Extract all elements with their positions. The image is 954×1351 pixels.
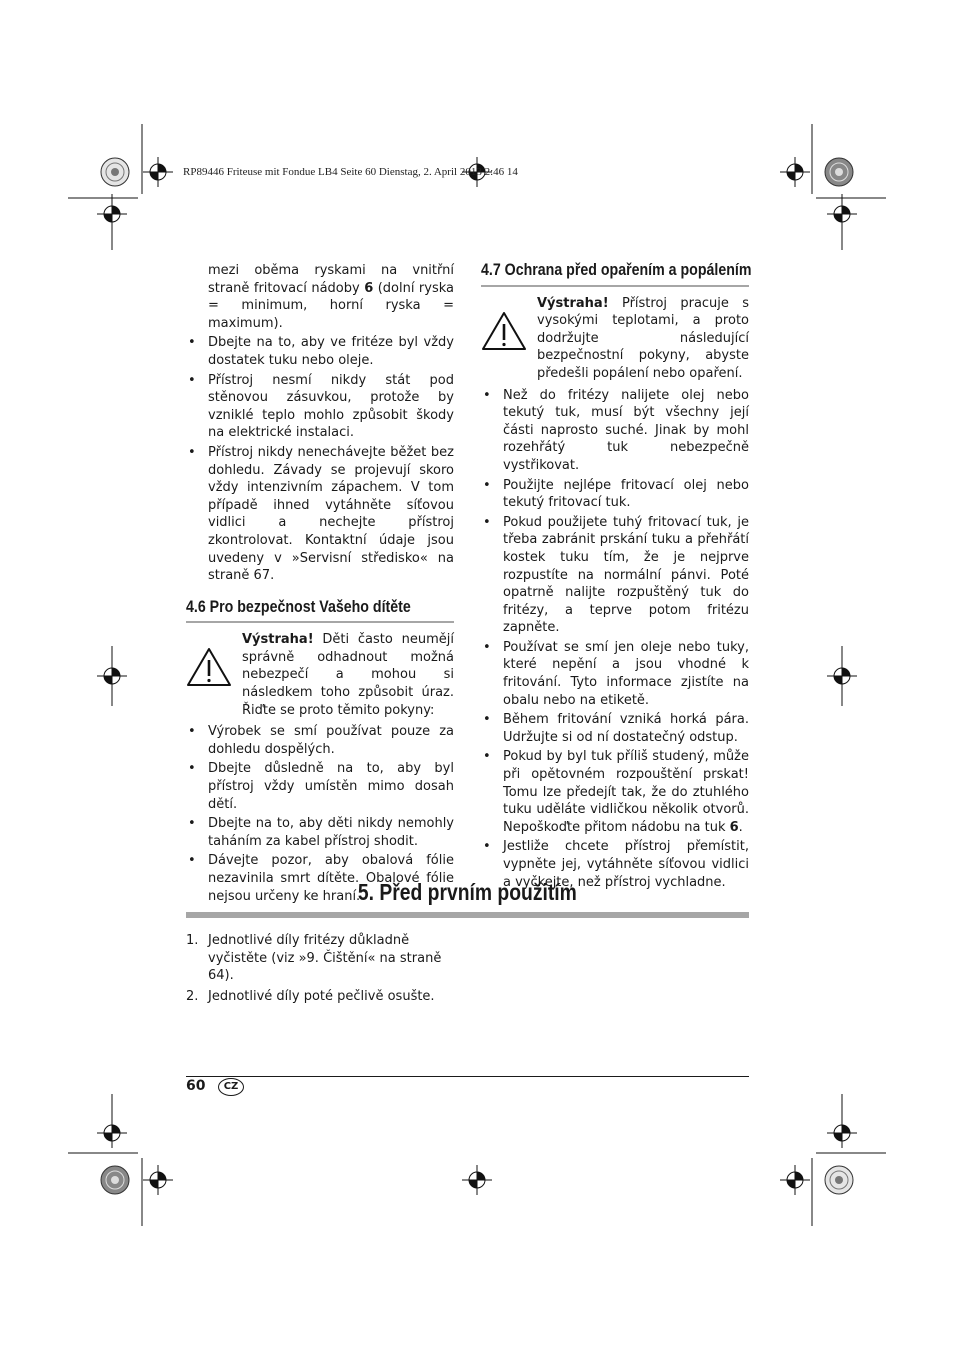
section-heading-4-7: 4.7 Ochrana před opařením a popálením (481, 261, 752, 279)
warning-triangle-icon (481, 295, 537, 383)
list-item: • Než do fritézy nalijete olej nebo tekutý tuk, musí být všechny její části naprosto suché. Jinak by mohl rozehřátý tuk nebezpečně vystřikovat. (481, 387, 749, 475)
list-item: • Dbejte důsledně na to, aby byl přístroj vždy umístěn mimo dosah dětí. (186, 760, 454, 813)
list-item: • Použijte nejlépe fritovací olej nebo tekutý fritovací tuk. (481, 477, 749, 512)
bullet-list-top (186, 334, 454, 584)
bullet-list-child-safety (186, 723, 454, 905)
step-number: 2. (186, 988, 199, 1004)
bullet-text-end: . (738, 819, 743, 835)
print-header: RP89446 Friteuse mit Fondue LB4 Seite 60 Dienstag, 2. April 2013 2:46 14 (183, 166, 518, 178)
language-badge: CZ (218, 1078, 244, 1096)
list-item (481, 748, 749, 836)
section-rule (481, 285, 749, 287)
warning-triangle-icon (186, 631, 242, 719)
step-item (186, 988, 454, 1006)
main-section-title: 5. Před prvním použitím (357, 879, 578, 905)
warning-label: Výstraha! (242, 632, 314, 648)
left-column (186, 262, 454, 907)
main-title-wrap (186, 879, 749, 906)
warning-body: Přístroj pracuje s vysokými teplotami, a proto dodržujte následující bezpečnostní pokyny, abyste předešli popálení nebo opaření. (537, 295, 749, 381)
warning-text (242, 631, 454, 719)
intro-text-1: mezi oběma ryskami na vnitřní straně fritovací nádoby (208, 263, 454, 296)
list-item: • Přístroj nesmí nikdy stát pod stěnovou zásuvkou, protože by vzniklé teplo mohlo způsobit škody na elektrické instalaci. (186, 372, 454, 442)
list-item: • Dávejte pozor, aby obalová fólie nezavinila smrt dítěte. Obalové fólie nejsou určeny ke hraní. (186, 852, 454, 905)
list-item: • Během fritování vzniká horká pára. Udržujte si od ní dostatečný odstup. (481, 711, 749, 746)
steps-list (186, 932, 454, 1008)
step-item (186, 932, 454, 985)
step-text: Jednotlivé díly fritézy důkladně vyčistěte (viz »9. Čištění« na straně 64). (208, 933, 442, 984)
section-heading-4-6: 4.6 Pro bezpečnost Vašeho dítěte (186, 597, 411, 616)
bullet-text: Pokud by byl tuk příliš studený, může při opětovném rozpouštění prskat! Tomu lze předejít tak, že do ztuhlého tuku uděláte vidličkou několik otvorů. Nepoškoďte přitom nádobu na tuk (503, 749, 749, 835)
intro-continuation (186, 262, 454, 332)
warning-body: Děti často neumějí správně odhadnout možná nebezpečí a mohou si následkem toho způsobit úraz. Řiďte se proto těmito pokyny: (242, 632, 454, 718)
warning-label: Výstraha! (537, 295, 609, 311)
step-number: 1. (186, 933, 199, 948)
footer-rule (186, 1076, 749, 1077)
section-rule (186, 621, 454, 623)
bullet-list-burn-safety (481, 387, 749, 892)
intro-text-2: (dolní ryska = minimum, horní ryska = maximum). (208, 280, 454, 331)
warning-block (481, 295, 749, 383)
list-item: • Dbejte na to, aby ve fritéze byl vždy dostatek tuku nebo oleje. (186, 334, 454, 369)
main-section-rule (186, 912, 749, 918)
step-text: Jednotlivé díly poté pečlivě osušte. (208, 988, 435, 1004)
list-item: • Používat se smí jen oleje nebo tuky, které nepění a jsou vhodné k fritování. Tyto informace zjistíte na obalu nebo na etiketě. (481, 639, 749, 709)
list-item: • Výrobek se smí používat pouze za dohledu dospělých. (186, 723, 454, 758)
right-column (481, 261, 752, 893)
list-item: • Přístroj nikdy nenechávejte běžet bez dohledu. Závady se projevují skoro vždy intenzivním zápachem. V tom případě ihned vytáhněte síťovou vidlici a nechejte přístroj zkontrolovat. Kontaktní údaje jsou uvedeny v »Servisní středisko« na straně 67. (186, 444, 454, 585)
part-number: 6 (364, 280, 374, 296)
list-item: • Dbejte na to, aby děti nikdy nemohly taháním za kabel přístroj shodit. (186, 815, 454, 850)
list-item: • Pokud použijete tuhý fritovací tuk, je třeba zabránit prskání tuku a přehřátí kostek tuku tím, že je nejprve rozpustíte na normální pánvi. Poté opatrně nalijte rozpuštěný tuk do fritézy, a teprve potom fritézu zapněte. (481, 514, 749, 637)
warning-text (537, 295, 749, 383)
part-number: 6 (729, 819, 739, 835)
page-number: 60 (186, 1078, 206, 1094)
warning-block (186, 631, 454, 719)
list-item: • Jestliže chcete přístroj přemístit, vypněte jej, vytáhněte síťovou vidlici a vyčkejte, než přístroj vychladne. (481, 838, 749, 891)
